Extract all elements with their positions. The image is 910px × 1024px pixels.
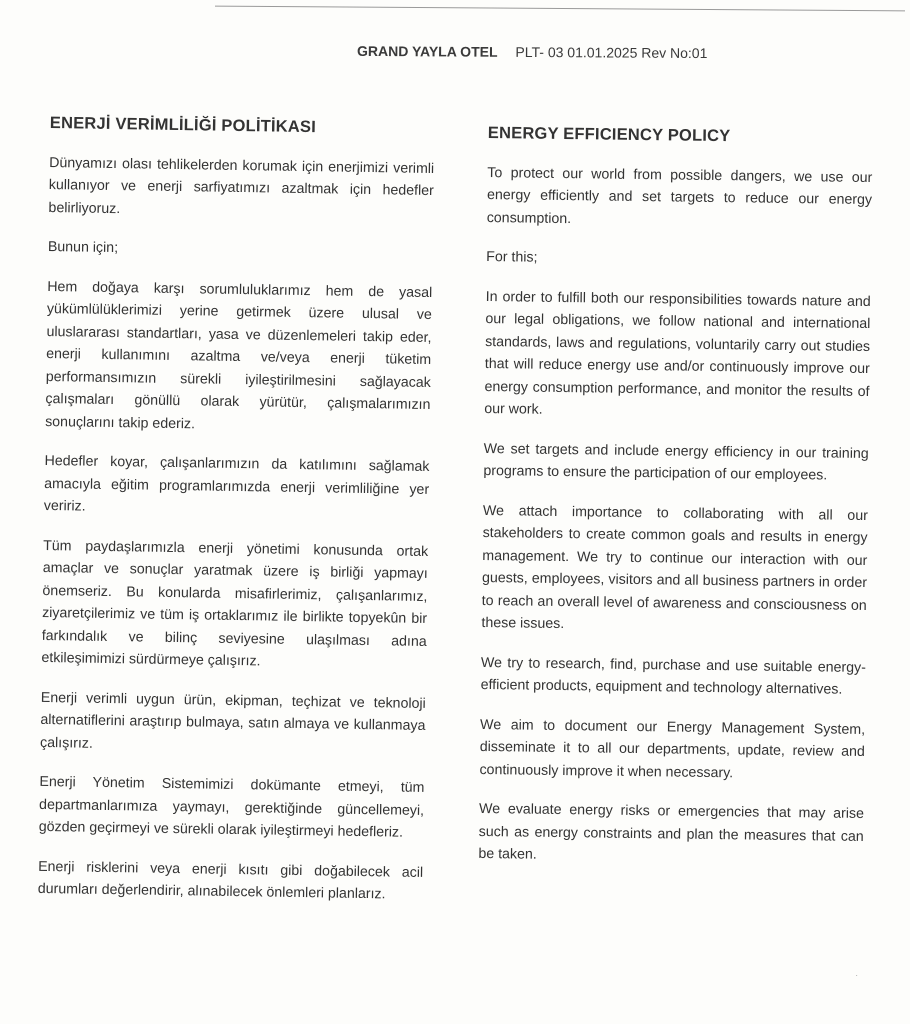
- document-code: PLT- 03 01.01.2025 Rev No:01: [515, 43, 708, 62]
- turkish-policy-column: [37, 112, 435, 923]
- turkish-paragraph: Bunun için;: [47, 238, 119, 257]
- scan-speck: ·: [855, 971, 858, 980]
- english-paragraph: For this;: [486, 248, 538, 266]
- turkish-paragraph: Hem doğaya karşı sorumluluklarımız hem de yasal yükümlülüklerimizi yerine getirmek üzere ulusal ve uluslararası standartları, yasa ve düzenlemeleri takip eder, enerji kullanımını azaltma ve/veya enerji tüketim performansımızın sürekli iyileştirilmesini sağlayacak çalışmaları gönüllü olarak yürütür, çalışmalarımızın sonuçlarını takip ederiz.: [45, 278, 433, 432]
- turkish-paragraph: Tüm paydaşlarımızla enerji yönetimi konusunda ortak amaçlar ve sonuçlar yaratmak üzere iş birliği yapmayı önemseriz. Bu konularda misafirlerimiz, çalışanlarımız, ziyaretçilerimiz ve tüm iş ortaklarımız ile birlikte topyekûn bir farkındalık ve bilinç seviyesine ulaşılması adına etkileşimimizi sürdürmeye çalışırız.: [41, 537, 429, 670]
- turkish-paragraph: Enerji verimli uygun ürün, ekipman, teçhizat ve teknoloji alternatiflerini araştırıp bulmaya, satın almaya ve kullanmaya çalışırız.: [39, 689, 426, 752]
- english-paragraph: In order to fulfill both our responsibilities towards nature and our legal obligations, we follow national and international standards, laws and regulations, voluntarily carry out studies that will reduce energy use and/or continuously improve our energy consumption performance, and monitor the results of our work.: [484, 288, 871, 418]
- turkish-paragraph: Enerji Yönetim Sistemimizi dokümante etmeyi, tüm departmanlarımıza yaymayı, gerektiğinde güncellemeyi, gözden geçirmeyi ve sürekli olarak iyileştirmeyi hedefleriz.: [38, 773, 425, 841]
- english-paragraph: We set targets and include energy efficiency in our training programs to ensure the participation of our employees.: [483, 440, 869, 484]
- english-paragraph: To protect our world from possible dangers, we use our energy efficiently and set targets to reduce our energy consumption.: [486, 164, 873, 227]
- top-rule: [215, 6, 905, 12]
- english-paragraph: We attach importance to collaborating with all our stakeholders to create common goals and results in energy management. We try to continue our interaction with our guests, employees, visitors and all business partners in order to reach an overall level of awareness and consciousness on these issues.: [481, 502, 868, 633]
- english-paragraph: We aim to document our Energy Management System, disseminate it to all our departments, update, review and continuously improve it when necessary.: [479, 716, 866, 781]
- hotel-name: GRAND YAYLA OTEL: [356, 42, 498, 60]
- english-paragraph: We evaluate energy risks or emergencies that may arise such as energy constraints and plan the measures that can be taken.: [478, 800, 865, 863]
- turkish-paragraph: Dünyamızı olası tehlikelerden korumak için enerjimizi verimli kullanıyor ve enerji sarfiyatımızı azaltmak için hedefler belirliyoruz.: [48, 154, 435, 217]
- turkish-title: ENERJİ VERİMLİLİĞİ POLİTİKASI: [49, 113, 317, 137]
- turkish-paragraph: Hedefler koyar, çalışanlarımızın da katılımını sağlamak amacıyla eğitim programlarımızda enerji verimliliğine yer veririz.: [43, 452, 430, 515]
- english-policy-column: [478, 122, 873, 887]
- english-title: ENERGY EFFICIENCY POLICY: [487, 123, 731, 146]
- english-paragraph: We try to research, find, purchase and use suitable energy-efficient products, equipment and technology alternatives.: [480, 654, 866, 698]
- turkish-paragraph: Enerji risklerini veya enerji kısıtı gibi doğabilecek acil durumları değerlendirir, alınabilecek önlemleri planlarız.: [37, 858, 424, 903]
- document-header: [357, 43, 708, 61]
